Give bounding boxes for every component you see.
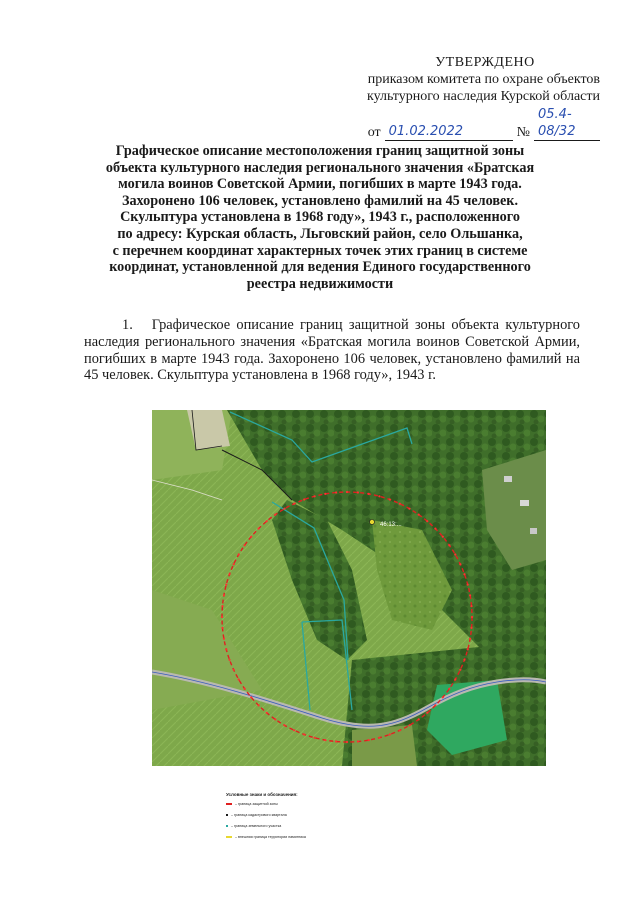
- zone-vertex-point: [471, 616, 473, 618]
- zone-vertex-point: [225, 584, 227, 586]
- zone-vertex-point: [221, 627, 223, 629]
- zone-vertex-point: [223, 594, 225, 596]
- zone-vertex-point: [389, 733, 391, 735]
- map-legend: [222, 766, 342, 844]
- handwritten-number: 05.4-08/32: [534, 106, 600, 141]
- zone-vertex-point: [238, 678, 240, 680]
- zone-vertex-point: [293, 729, 295, 731]
- legend-title: Условные знаки и обозначения:: [226, 792, 298, 797]
- zone-vertex-point: [470, 605, 472, 607]
- monument-marker: [370, 520, 375, 525]
- zone-vertex-point: [221, 605, 223, 607]
- zone-vertex-point: [314, 495, 316, 497]
- zone-vertex-point: [233, 563, 235, 565]
- title-line: могила воинов Советской Армии, погибших в марте 1943 года.: [118, 176, 522, 193]
- zone-vertex-point: [448, 688, 450, 690]
- zone-vertex-point: [459, 669, 461, 671]
- approval-line-1: приказом комитета по охране объектов: [367, 72, 600, 87]
- zone-vertex-point: [346, 741, 348, 743]
- zone-vertex-point: [314, 737, 316, 739]
- zone-vertex-point: [368, 493, 370, 495]
- approval-stamp: [300, 54, 600, 141]
- zone-vertex-point: [459, 563, 461, 565]
- title-line: Захоронено 106 человек, установлено фамилий на 45 человек.: [121, 192, 519, 209]
- legend-item-cadastral-quarter: [226, 813, 287, 817]
- legend-label: – граница земельного участка: [231, 824, 282, 828]
- zone-vertex-point: [335, 491, 337, 493]
- zone-vertex-point: [378, 737, 380, 739]
- legend-item-monument-territory: [226, 835, 306, 839]
- zone-vertex-point: [244, 544, 246, 546]
- zone-vertex-point: [448, 544, 450, 546]
- zone-vertex-point: [258, 528, 260, 530]
- zone-vertex-point: [469, 594, 471, 596]
- zone-vertex-point: [454, 553, 456, 555]
- zone-vertex-point: [463, 659, 465, 661]
- title-line: объекта культурного наследия регионального значения «Братская: [105, 159, 535, 176]
- zone-vertex-point: [293, 503, 295, 505]
- zone-vertex-point: [324, 739, 326, 741]
- legend-swatch: [226, 803, 232, 805]
- zone-vertex-point: [434, 528, 436, 530]
- zone-vertex-point: [283, 724, 285, 726]
- title-line: Скульптура установлена в 1968 году», 1943 г., расположенного: [120, 209, 520, 226]
- zone-vertex-point: [335, 740, 337, 742]
- zone-vertex-point: [454, 678, 456, 680]
- building: [504, 476, 512, 482]
- zone-vertex-point: [418, 718, 420, 720]
- zone-vertex-point: [221, 616, 223, 618]
- zone-vertex-point: [408, 724, 410, 726]
- building: [520, 500, 529, 506]
- zone-vertex-point: [303, 498, 305, 500]
- zone-vertex-point: [418, 514, 420, 516]
- section-number: 1.: [122, 317, 133, 333]
- building: [530, 528, 537, 534]
- zone-vertex-point: [467, 584, 469, 586]
- legend-label: – граница кадастрового квартала: [231, 813, 287, 817]
- legend-item-protection-zone: [226, 802, 278, 806]
- title-line: по адресу: Курская область, Льговский район, село Ольшанка,: [117, 225, 523, 242]
- zone-vertex-point: [408, 508, 410, 510]
- zone-vertex-point: [266, 520, 268, 522]
- section-1-paragraph: [84, 317, 580, 384]
- approval-date-number-row: [300, 106, 600, 141]
- zone-vertex-point: [346, 491, 348, 493]
- number-prefix: №: [516, 125, 530, 140]
- zone-vertex-point: [244, 688, 246, 690]
- zone-vertex-point: [467, 648, 469, 650]
- zone-vertex-point: [228, 573, 230, 575]
- zone-vertex-point: [225, 648, 227, 650]
- map-graphic: [152, 410, 546, 766]
- satellite-map: [152, 410, 546, 766]
- legend-label: – внешняя граница территории памятника: [235, 835, 306, 839]
- section-text: Графическое описание границ защитной зоны объекта культурного наследия регионального значения «Братская могила воинов Советской Армии, погибших в марте 1943 года. Захоронено 106 человек, установлено фамилий на 45 человек. Скульптура установлена в 1968 году», 1943 г.: [84, 317, 581, 384]
- title-line: с перечнем координат характерных точек этих границ в системе: [112, 242, 528, 259]
- zone-vertex-point: [250, 536, 252, 538]
- title-line: реестра недвижимости: [246, 275, 394, 292]
- field-patch: [352, 725, 417, 766]
- zone-vertex-point: [399, 729, 401, 731]
- zone-vertex-point: [399, 503, 401, 505]
- zone-vertex-point: [389, 498, 391, 500]
- zone-vertex-point: [324, 493, 326, 495]
- approval-line-2: культурного наследия Курской области: [366, 89, 600, 104]
- zone-vertex-point: [274, 514, 276, 516]
- handwritten-date: 01.02.2022: [385, 123, 513, 141]
- title-line: координат, установленной для ведения Единого государственного: [109, 259, 531, 276]
- zone-vertex-point: [303, 733, 305, 735]
- document-title: [60, 143, 580, 292]
- zone-vertex-point: [266, 712, 268, 714]
- zone-vertex-point: [223, 638, 225, 640]
- zone-vertex-point: [368, 739, 370, 741]
- zone-vertex-point: [434, 704, 436, 706]
- zone-vertex-point: [442, 696, 444, 698]
- zone-vertex-point: [274, 718, 276, 720]
- zone-vertex-point: [228, 659, 230, 661]
- zone-vertex-point: [250, 696, 252, 698]
- zone-vertex-point: [233, 669, 235, 671]
- zone-vertex-point: [463, 573, 465, 575]
- parcel-label: 46:13:...: [380, 522, 402, 528]
- legend-label: – граница защитной зоны: [235, 802, 278, 806]
- zone-vertex-point: [470, 627, 472, 629]
- zone-vertex-point: [283, 508, 285, 510]
- date-prefix: от: [367, 125, 381, 140]
- zone-vertex-point: [357, 491, 359, 493]
- zone-vertex-point: [378, 495, 380, 497]
- zone-vertex-point: [258, 704, 260, 706]
- zone-vertex-point: [426, 520, 428, 522]
- zone-vertex-point: [442, 536, 444, 538]
- legend-item-land-plot: [226, 824, 281, 828]
- legend-swatch: [226, 814, 228, 816]
- zone-vertex-point: [469, 638, 471, 640]
- zone-vertex-point: [426, 712, 428, 714]
- approval-heading: УТВЕРЖДЕНО: [435, 55, 535, 70]
- legend-swatch: [226, 836, 232, 838]
- zone-vertex-point: [238, 553, 240, 555]
- title-line: Графическое описание местоположения границ защитной зоны: [115, 143, 525, 159]
- zone-vertex-point: [357, 740, 359, 742]
- legend-swatch: [226, 825, 228, 827]
